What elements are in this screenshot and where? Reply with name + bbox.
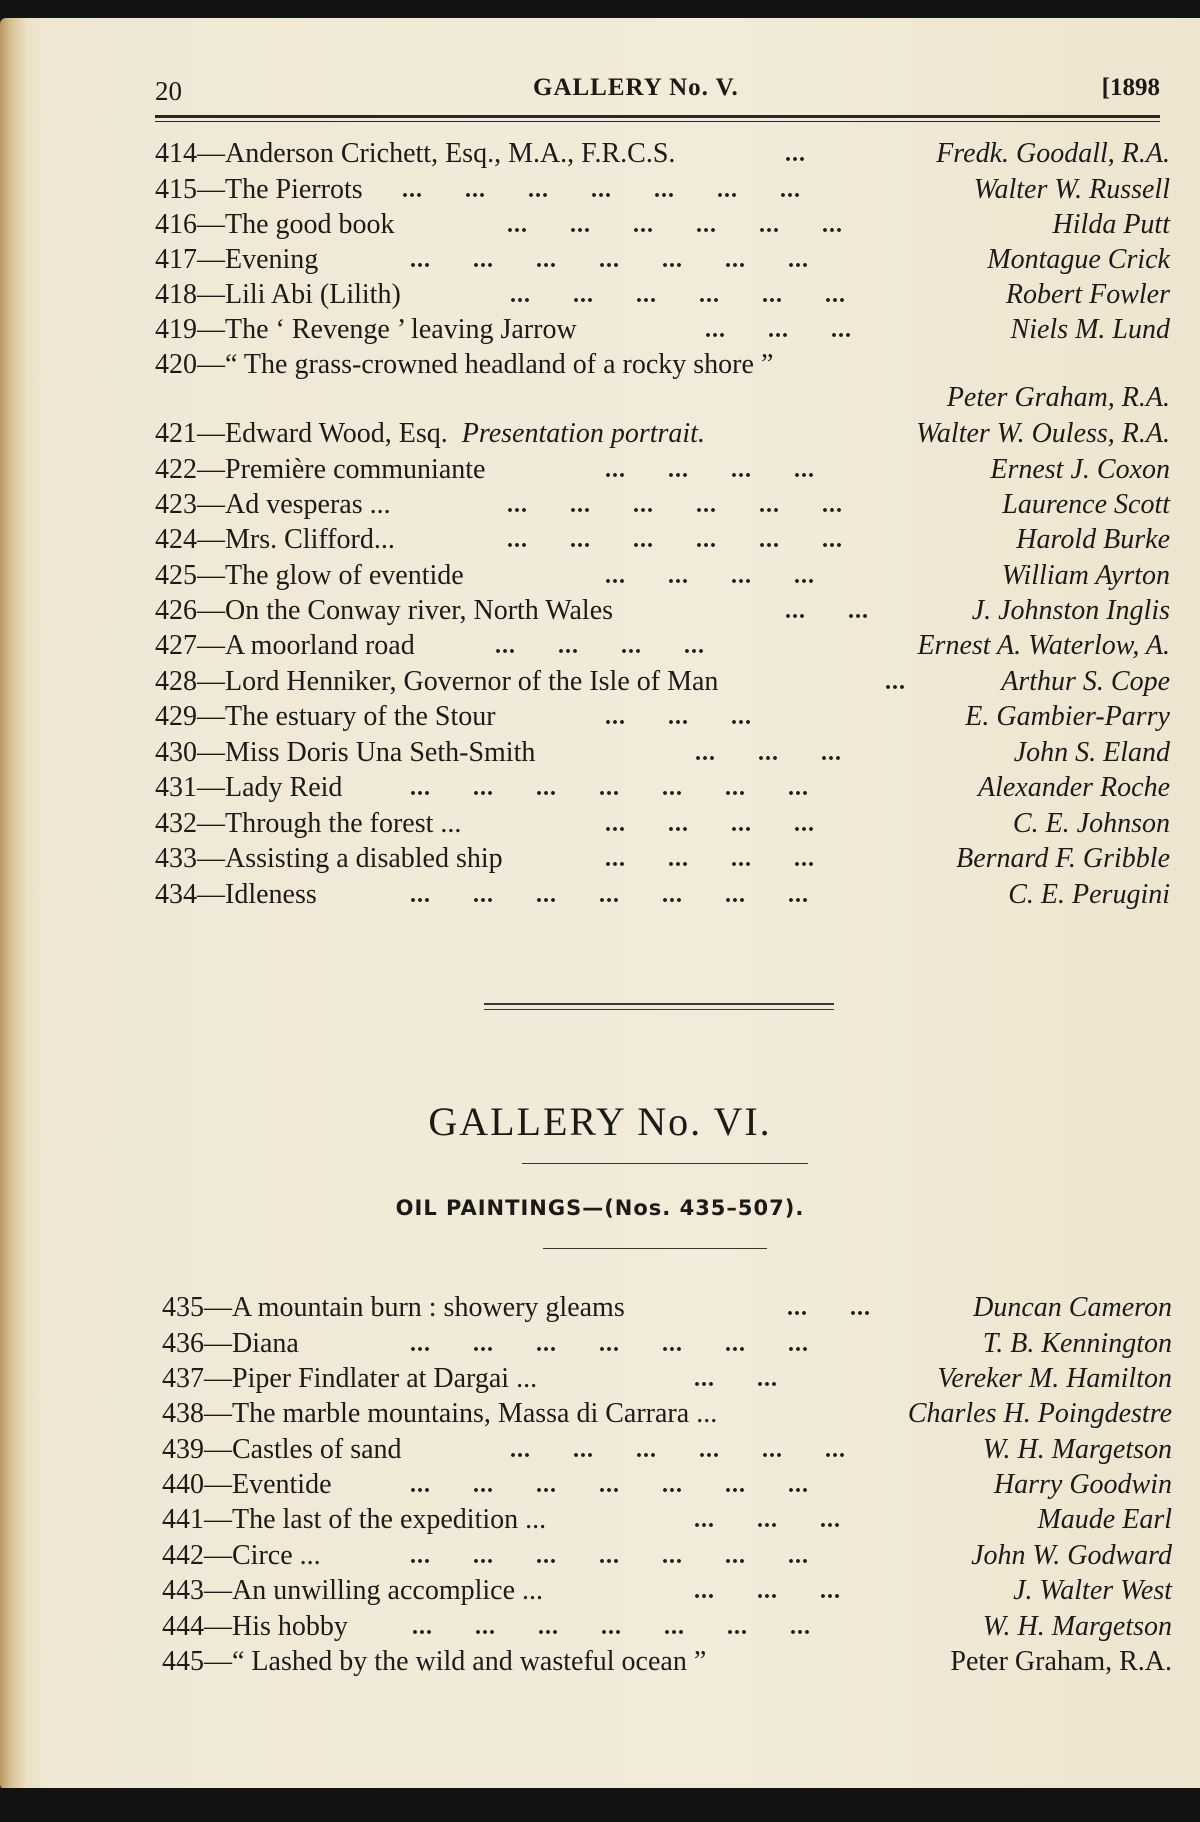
entry-number: 430 [155, 737, 197, 768]
entry-number: 442 [162, 1540, 204, 1571]
entry-artist: Duncan Cameron [973, 1292, 1172, 1323]
entry-number: 425 [155, 560, 197, 591]
entry-number: 415 [155, 174, 197, 205]
entry-number: 418 [155, 279, 197, 310]
entry-title: Lord Henniker, Governor of the Isle of Man [225, 666, 719, 697]
header-year: [1898 [1101, 74, 1160, 101]
entry-artist: Charles H. Poingdestre [907, 1398, 1172, 1429]
entry-title: Anderson Crichett, Esq., M.A., F.R.C.S. [225, 138, 676, 169]
entry-number: 426 [155, 595, 197, 626]
entry-title: The Pierrots [225, 174, 363, 205]
entry-title: Circe [232, 1540, 293, 1571]
entry-420: 420—“ The grass-crowned headland of a rocky shore ” [155, 349, 774, 380]
entry-number: 423 [155, 489, 197, 520]
entry-423: 423—Ad vesperas ... ... ... ... ... ... ... Laurence Scott [155, 487, 1170, 523]
entry-artist: Maude Earl [1037, 1504, 1172, 1535]
entry-number: 416 [155, 209, 197, 240]
entry-number: 434 [155, 879, 197, 910]
entry-artist: T. B. Kennington [982, 1328, 1172, 1359]
entry-436: 436—Diana ... ... ... ... ... ... ... T. B. Kennington [162, 1326, 1172, 1362]
entry-429: 429—The estuary of the Stour ... ... ... E. Gambier-Parry [155, 699, 1170, 735]
entry-number: 436 [162, 1328, 204, 1359]
entry-427: 427—A moorland road ... ... ... ... Ernest A. Waterlow, A. [155, 628, 1170, 664]
entry-artist: John S. Eland [1013, 737, 1170, 768]
subtitle-rule [543, 1248, 767, 1249]
entry-title: On the Conway river, North Wales [225, 595, 614, 626]
entry-number: 440 [162, 1469, 204, 1500]
title-rule [522, 1163, 808, 1164]
entry-title: Castles of sand [232, 1434, 402, 1465]
entry-number: 432 [155, 808, 197, 839]
entry-title: Through the forest [225, 808, 434, 839]
entry-number: 431 [155, 772, 197, 803]
running-header [155, 72, 1160, 112]
entry-note: Presentation portrait. [461, 418, 705, 449]
header-rule [155, 115, 1160, 118]
entry-415: 415—The Pierrots ... ... ... ... ... ... ... Walter W. Russell [155, 172, 1170, 208]
entry-422: 422—Première communiante ... ... ... ... Ernest J. Coxon [155, 452, 1170, 488]
entry-title: Mrs. Clifford [225, 524, 374, 555]
entry-artist: Arthur S. Cope [1001, 666, 1170, 697]
entry-artist: Harry Goodwin [993, 1469, 1172, 1500]
entry-title: Idleness [225, 879, 317, 910]
entry-435: 435—A mountain burn : showery gleams ... ... Duncan Cameron [162, 1290, 1172, 1326]
entry-title: The good book [225, 209, 395, 240]
entry-419: 419—The ‘ Revenge ’ leaving Jarrow ... ... ... Niels M. Lund [155, 312, 1170, 348]
entry-438: 438—The marble mountains, Massa di Carrara ... Charles H. Poingdestre [162, 1396, 1172, 1432]
entry-439: 439—Castles of sand ... ... ... ... ... ... W. H. Margetson [162, 1432, 1172, 1468]
entry-title: The last of the expedition [232, 1504, 519, 1535]
entry-442: 442—Circe ... ... ... ... ... ... ... ... John W. Godward [162, 1538, 1172, 1574]
entry-418: 418—Lili Abi (Lilith) ... ... ... ... ... ... Robert Fowler [155, 277, 1170, 313]
entry-428: 428—Lord Henniker, Governor of the Isle of Man ... Arthur S. Cope [155, 664, 1170, 700]
entry-artist: J. Johnston Inglis [971, 595, 1170, 626]
entry-441: 441—The last of the expedition ... ... ... ... Maude Earl [162, 1502, 1172, 1538]
entry-artist: E. Gambier-Parry [965, 701, 1170, 732]
entry-title: A moorland road [225, 630, 415, 661]
section-divider [484, 1003, 834, 1005]
entry-title: Lady Reid [225, 772, 343, 803]
entry-artist: Bernard F. Gribble [956, 843, 1170, 874]
entry-number: 439 [162, 1434, 204, 1465]
entry-444: 444—His hobby ... ... ... ... ... ... ... W. H. Margetson [162, 1609, 1172, 1645]
entry-title: The estuary of the Stour [225, 701, 496, 732]
entry-title: Lili Abi (Lilith) [225, 279, 401, 310]
entry-artist: John W. Godward [971, 1540, 1172, 1571]
entry-title: Ad vesperas [225, 489, 363, 520]
entry-artist: C. E. Johnson [1012, 808, 1170, 839]
entry-title: Première communiante [225, 454, 486, 485]
entry-number: 429 [155, 701, 197, 732]
entry-426: 426—On the Conway river, North Wales ... ... J. Johnston Inglis [155, 593, 1170, 629]
entry-number: 421 [155, 418, 197, 449]
entry-number: 441 [162, 1504, 204, 1535]
entry-artist: Walter W. Ouless, R.A. [916, 418, 1170, 449]
entry-number: 420 [155, 349, 197, 380]
entry-artist: J. Walter West [1013, 1575, 1172, 1606]
entry-445: 445—“ Lashed by the wild and wasteful ocean ” Peter Graham, R.A. [162, 1644, 1172, 1680]
entry-artist: Peter Graham, R.A. [950, 1646, 1172, 1677]
entry-title: “ The grass-crowned headland of a rocky shore ” [225, 349, 774, 380]
entry-title: The ‘ Revenge ’ leaving Jarrow [225, 314, 577, 345]
gallery-title: GALLERY No. VI. [428, 1099, 772, 1144]
entry-437: 437—Piper Findlater at Dargai ... ... ... Vereker M. Hamilton [162, 1361, 1172, 1397]
entry-artist: C. E. Perugini [1008, 879, 1170, 910]
entry-artist: William Ayrton [1001, 560, 1170, 591]
entry-number: 443 [162, 1575, 204, 1606]
entry-artist: Robert Fowler [1005, 279, 1170, 310]
entry-443: 443—An unwilling accomplice ... ... ... ... J. Walter West [162, 1573, 1172, 1609]
entry-title: A mountain burn : showery gleams [232, 1292, 625, 1323]
entry-artist: W. H. Margetson [982, 1611, 1172, 1642]
entry-434: 434—Idleness ... ... ... ... ... ... ... C. E. Perugini [155, 877, 1170, 913]
gallery-subtitle: OIL PAINTINGS—(Nos. 435–507). [395, 1196, 805, 1220]
entry-title: The marble mountains, Massa di Carrara [232, 1398, 690, 1429]
entry-artist: Ernest J. Coxon [990, 454, 1170, 485]
entry-artist: Harold Burke [1016, 524, 1170, 555]
entry-430: 430—Miss Doris Una Seth-Smith ... ... ... John S. Eland [155, 735, 1170, 771]
entry-title: Evening [225, 244, 319, 275]
entry-title: Miss Doris Una Seth-Smith [225, 737, 536, 768]
entry-title: Edward Wood, Esq. [225, 418, 448, 449]
entry-title: His hobby [232, 1611, 348, 1642]
entry-number: 445 [162, 1646, 204, 1677]
entry-number: 424 [155, 524, 197, 555]
header-title: GALLERY No. V. [533, 74, 739, 101]
entry-number: 428 [155, 666, 197, 697]
entry-artist: Laurence Scott [1002, 489, 1170, 520]
page-number: 20 [155, 76, 182, 106]
entry-433: 433—Assisting a disabled ship ... ... ... ... Bernard F. Gribble [155, 841, 1170, 877]
entry-number: 419 [155, 314, 197, 345]
entry-number: 414 [155, 138, 197, 169]
entry-title: “ Lashed by the wild and wasteful ocean ” [232, 1646, 707, 1677]
entry-artist: Hilda Putt [1052, 209, 1170, 240]
entry-417: 417—Evening ... ... ... ... ... ... ... Montague Crick [155, 242, 1170, 278]
entry-416: 416—The good book ... ... ... ... ... ... Hilda Putt [155, 207, 1170, 243]
entry-title: Diana [232, 1328, 299, 1359]
scan-bottom-edge [0, 1788, 1200, 1822]
entry-number: 433 [155, 843, 197, 874]
entry-title: Piper Findlater at Dargai [232, 1363, 510, 1394]
entry-artist: Alexander Roche [977, 772, 1170, 803]
entry-440: 440—Eventide ... ... ... ... ... ... ... Harry Goodwin [162, 1467, 1172, 1503]
entry-432: 432—Through the forest ... ... ... ... ... C. E. Johnson [155, 806, 1170, 842]
entry-artist: W. H. Margetson [982, 1434, 1172, 1465]
entry-artist: Vereker M. Hamilton [937, 1363, 1172, 1394]
entry-number: 422 [155, 454, 197, 485]
entry-number: 435 [162, 1292, 204, 1323]
entry-424: 424—Mrs. Clifford... ... ... ... ... ... ... Harold Burke [155, 522, 1170, 558]
entry-number: 438 [162, 1398, 204, 1429]
entry-number: 437 [162, 1363, 204, 1394]
entry-title: Eventide [232, 1469, 332, 1500]
entry-number: 417 [155, 244, 197, 275]
entry-artist: Ernest A. Waterlow, A. [917, 630, 1170, 661]
entry-title: Assisting a disabled ship [225, 843, 503, 874]
entry-artist: Montague Crick [987, 244, 1170, 275]
entry-artist: Fredk. Goodall, R.A. [936, 138, 1170, 169]
entry-414: 414—Anderson Crichett, Esq., M.A., F.R.C.S. ... Fredk. Goodall, R.A. [155, 136, 1170, 172]
entry-artist: Niels M. Lund [1010, 314, 1170, 345]
entry-431: 431—Lady Reid ... ... ... ... ... ... ... Alexander Roche [155, 770, 1170, 806]
entry-420-artist: Peter Graham, R.A. [946, 382, 1170, 413]
entry-title: An unwilling accomplice [232, 1575, 516, 1606]
section-divider-thin [484, 1009, 834, 1010]
header-rule-thin [155, 121, 1160, 122]
entry-number: 444 [162, 1611, 204, 1642]
entry-425: 425—The glow of eventide ... ... ... ... William Ayrton [155, 558, 1170, 594]
entry-title: The glow of eventide [225, 560, 464, 591]
entry-artist: Walter W. Russell [973, 174, 1170, 205]
entry-421: 421—Edward Wood, Esq. Presentation portrait. Walter W. Ouless, R.A. [155, 416, 1170, 452]
entry-number: 427 [155, 630, 197, 661]
